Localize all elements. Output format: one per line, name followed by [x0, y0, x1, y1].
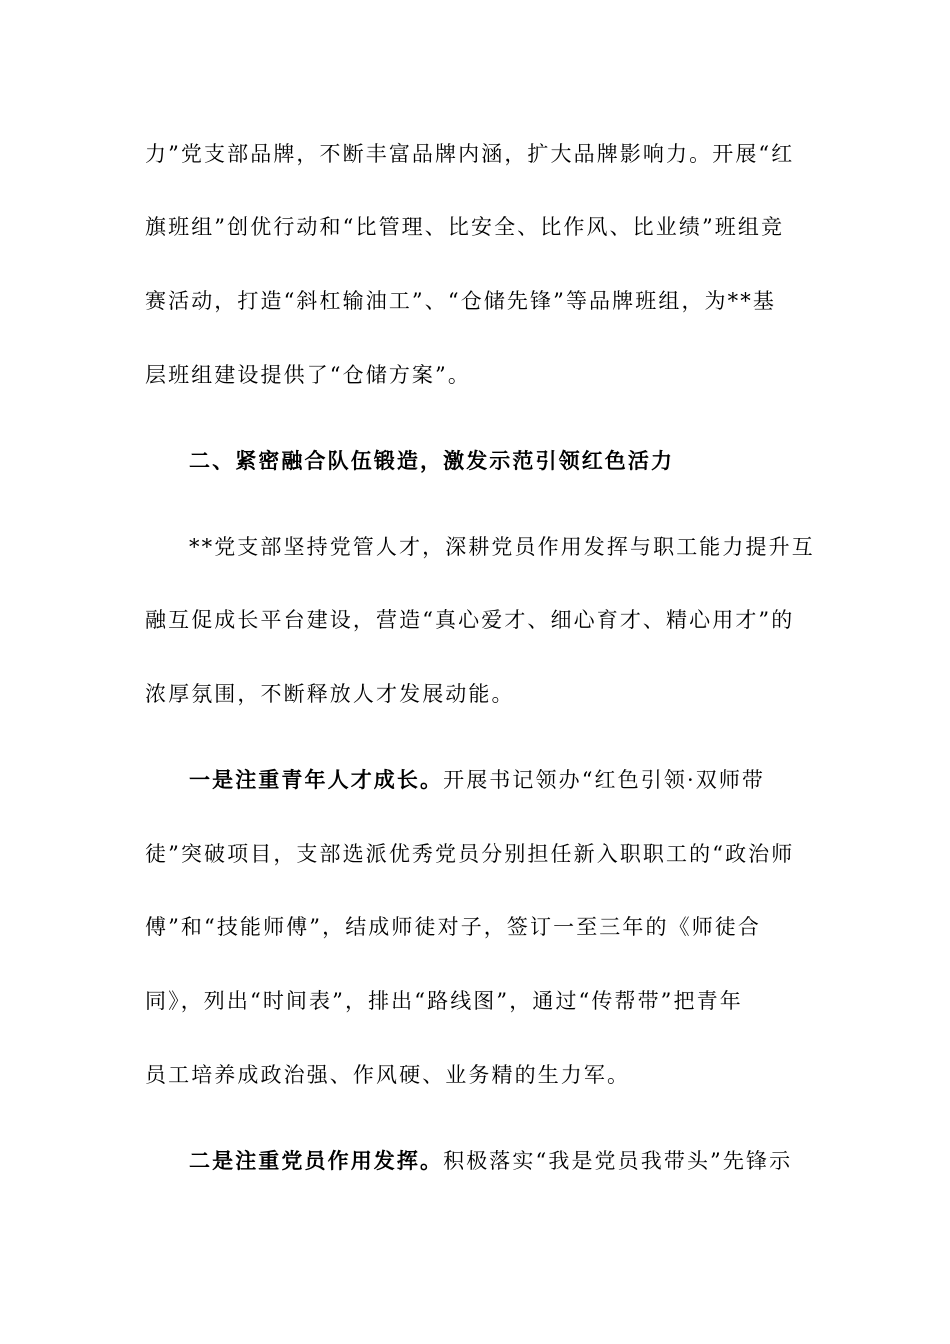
paragraph-line: 融互促成长平台建设，营造“真心爱才、细心育才、精心用才”的	[145, 608, 795, 632]
paragraph-line	[189, 765, 839, 795]
lead-phrase: 一是注重青年人才成长。	[189, 767, 444, 792]
paragraph-line	[189, 1146, 839, 1176]
paragraph-line: 层班组建设提供了“仓储方案”。	[145, 363, 471, 387]
paragraph-line: **党支部坚持党管人才，深耕党员作用发挥与职工能力提升互	[189, 535, 815, 559]
lead-phrase: 二是注重党员作用发挥。	[189, 1148, 444, 1173]
paragraph-line: 徒”突破项目，支部选派优秀党员分别担任新入职职工的“政治师	[145, 842, 795, 866]
paragraph-line: 傅”和“技能师傅”，结成师徒对子，签订一至三年的《师徒合	[145, 915, 762, 939]
paragraph-line: 浓厚氛围，不断释放人才发展动能。	[145, 682, 515, 706]
line-text: 积极落实“我是党员我带头”先锋示	[443, 1149, 793, 1173]
section-heading: 二、紧密融合队伍锻造，激发示范引领红色活力	[189, 448, 675, 473]
line-text: 开展书记领办“红色引领·双师带	[443, 768, 766, 792]
paragraph-line: 同》，列出“时间表”，排出“路线图”，通过“传帮带”把青年	[145, 989, 743, 1013]
paragraph-line: 旗班组”创优行动和“比管理、比安全、比作风、比业绩”班组竞	[145, 215, 785, 239]
paragraph-line: 赛活动，打造“斜杠输油工”、“仓储先锋”等品牌班组，为**基	[145, 289, 776, 313]
paragraph-line: 员工培养成政治强、作风硬、业务精的生力军。	[145, 1063, 631, 1087]
paragraph-line: 力”党支部品牌，不断丰富品牌内涵，扩大品牌影响力。开展“红	[145, 142, 795, 166]
